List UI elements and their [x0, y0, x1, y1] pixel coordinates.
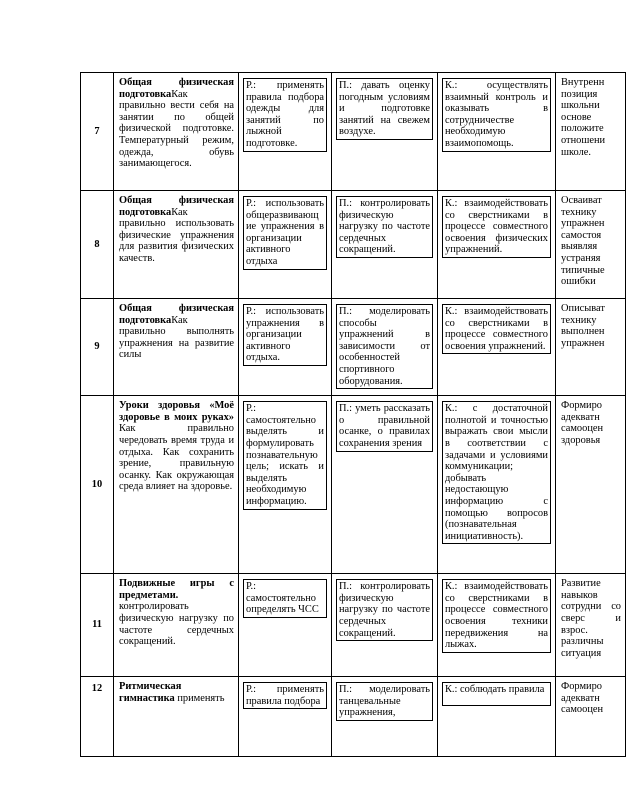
regulative-cell: [239, 677, 332, 757]
lesson-title: Уроки здоровья «Моё здоровье в моих руках»: [119, 400, 234, 423]
table-row: [81, 299, 626, 396]
row-number: 7: [81, 73, 114, 191]
communicative-cell: [438, 191, 556, 299]
regulative-cell: [239, 299, 332, 396]
lesson-description: Как правильно использовать физические упражнения для развития физических качеств.: [119, 206, 234, 264]
cognitive-cell: [332, 191, 438, 299]
cognitive-text: П.: контролировать физическую нагрузку по частоте сердечных сокращений.: [336, 196, 433, 258]
communicative-text: К.: соблюдать правила: [442, 682, 551, 706]
personal-text: Осваиват технику упражнен самостоя выявляя устраняя типичные ошибки: [556, 191, 626, 299]
cognitive-text: П.: уметь рассказать о правильной осанке, о правилах сохранения зрения: [336, 401, 433, 451]
regulative-cell: [239, 73, 332, 191]
personal-text: Развитие навыков сотрудни со сверс и взрос. различны ситуация: [556, 574, 626, 677]
lesson-description: контролировать физическую нагрузку по частоте сердечных сокращений.: [119, 601, 234, 648]
communicative-text: К.: с достаточной полнотой и точностью выражать свои мысли в соответствии с задачами и условиями коммуникации; добывать недостающую информацию с помощью вопросов (познавательная инициативность).: [442, 401, 551, 544]
row-number: 11: [81, 574, 114, 677]
row-number: 8: [81, 191, 114, 299]
lesson-title: Общая физическая подготовка: [119, 303, 234, 326]
lesson-description: Как правильно выполнять упражнения на развитие силы: [119, 314, 234, 361]
communicative-cell: [438, 396, 556, 574]
cognitive-text: П.: моделировать танцевальные упражнения,: [336, 682, 433, 721]
table-row: [81, 574, 626, 677]
lesson-content-cell: [114, 574, 239, 677]
lesson-content-cell: [114, 299, 239, 396]
lesson-content-cell: [114, 73, 239, 191]
regulative-cell: [239, 396, 332, 574]
cognitive-cell: [332, 677, 438, 757]
table-row: [81, 73, 626, 191]
lesson-description: применять: [177, 692, 225, 704]
regulative-cell: [239, 191, 332, 299]
lesson-title: Ритмическая гимнастика: [119, 681, 182, 704]
communicative-cell: [438, 677, 556, 757]
lesson-title: Подвижные игры с предметами.: [119, 578, 234, 601]
lesson-title: Общая физическая подготовка: [119, 77, 234, 100]
lesson-content-cell: [114, 191, 239, 299]
communicative-text: К.: взаимодействовать со сверстниками в процессе совместного освоения техники передвижения на лыжах.: [442, 579, 551, 653]
regulative-text: Р.: самостоятельно определять ЧСС: [243, 579, 327, 618]
cognitive-text: П.: контролировать физическую нагрузку по частоте сердечных сокращений.: [336, 579, 433, 641]
communicative-text: К.: осуществлять взаимный контроль и оказывать в сотрудничестве необходимую взаимопомощь.: [442, 78, 551, 152]
row-number: 10: [81, 396, 114, 574]
lesson-title: Общая физическая подготовка: [119, 195, 234, 218]
communicative-cell: [438, 73, 556, 191]
lesson-content-cell: [114, 677, 239, 757]
cognitive-cell: [332, 299, 438, 396]
table-row: [81, 677, 626, 757]
communicative-cell: [438, 574, 556, 677]
lesson-plan-table: [80, 72, 626, 757]
communicative-text: К.: взаимодействовать со сверстниками в процессе совместного освоения упражнений.: [442, 304, 551, 354]
row-number: 12: [81, 677, 114, 757]
cognitive-cell: [332, 73, 438, 191]
cognitive-cell: [332, 574, 438, 677]
communicative-text: К.: взаимодействовать со сверстниками в процессе совместного освоения физических упражнений.: [442, 196, 551, 258]
regulative-text: Р.: применять правила подбора одежды для занятий по лыжной подготовке.: [243, 78, 327, 152]
regulative-text: Р.: использовать упражнения в организации активного отдыха.: [243, 304, 327, 366]
cognitive-text: П.: моделировать способы упражнений в зависимости от особенностей спортивного оборудования.: [336, 304, 433, 389]
personal-text: Внутренн позиция школьни основе положите отношени школе.: [556, 73, 626, 191]
personal-text: Формиро адекватн самооцен здоровья: [556, 396, 626, 574]
regulative-text: Р.: использовать общеразвивающ ие упражнения в организации активного отдыха: [243, 196, 327, 270]
regulative-text: Р.: применять правила подбора: [243, 682, 327, 709]
regulative-cell: [239, 574, 332, 677]
row-number: 9: [81, 299, 114, 396]
lesson-description: Как правильно чередовать время труда и отдыха. Как сохранить зрение, правильную осанку. Как окружающая среда влияет на здоровье.: [119, 423, 234, 493]
cognitive-cell: [332, 396, 438, 574]
table-row: [81, 191, 626, 299]
lesson-description: Как правильно вести себя на занятии по общей физической подготовке. Температурный режим, одежда, обувь занимающегося.: [119, 88, 234, 170]
personal-text: Формиро адекватн самооцен: [556, 677, 626, 757]
table-row: [81, 396, 626, 574]
communicative-cell: [438, 299, 556, 396]
cognitive-text: П.: давать оценку погодным условиям и подготовке занятий на свежем воздухе.: [336, 78, 433, 140]
lesson-content-cell: [114, 396, 239, 574]
personal-text: Описыват технику выполнен упражнен: [556, 299, 626, 396]
regulative-text: Р.: самостоятельно выделять и формулировать познавательную цель; искать и выделять необходимую информацию.: [243, 401, 327, 509]
